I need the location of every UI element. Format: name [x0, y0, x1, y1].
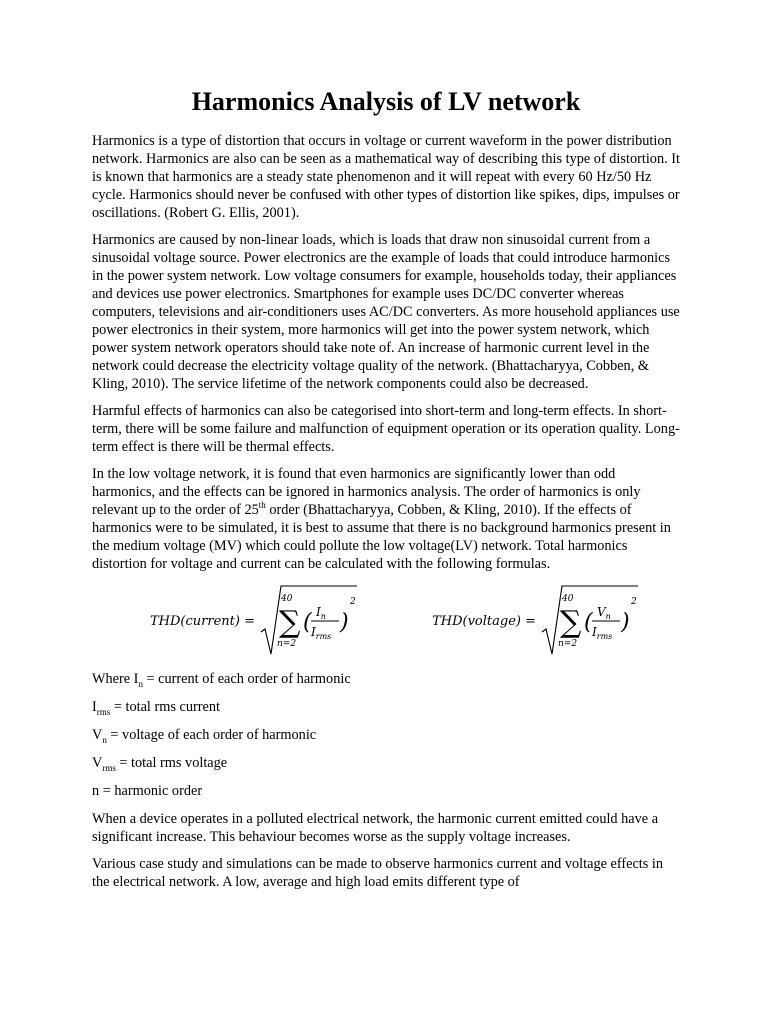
left-paren: (: [584, 610, 593, 635]
sum-symbol: ∑: [278, 605, 301, 640]
definitions-list: [92, 670, 680, 800]
definition-vrms: $V_{rms}$ = total rms voltage: [92, 755, 228, 773]
definition-in: Where $I_n$ = current of each order of harmonic: [92, 671, 351, 689]
superscript-th: th: [258, 500, 266, 511]
denominator: $I_{rms}$: [592, 625, 613, 641]
definition-n: n = harmonic order: [92, 783, 203, 799]
paragraph-lv-text-b: order (Bhattacharyya, Cobben, & Kling, 2010). If the effects of harmonics were to be simulated, it is best to assume that there is no background harmonics present in the medium voltage (MV) which could pollute the low voltage(LV) network. Total harmonics distortion for voltage and current can be calculated with the following formulas.: [92, 502, 671, 572]
sum-upper-limit: 40: [280, 594, 293, 604]
left-paren: (: [302, 610, 312, 635]
sum-lower-limit: n=2: [558, 639, 578, 649]
paragraph-lv-text-a: In the low voltage network, it is found that even harmonics are significantly lower than odd harmonics, and the effects can be ignored in harmonics analysis. The order of harmonics is only relevant up to the order of 25: [92, 466, 641, 518]
sum-symbol: ∑: [560, 605, 582, 640]
denominator: $I_{rms}$: [310, 625, 332, 641]
paragraph-intro: Harmonics is a type of distortion that occurs in voltage or current waveform in the power distribution network. Harmonics are also can be seen as a mathematical way of describing this type of distortion. It is known that harmonics are a steady state phenomenon and it will repeat with every 60 Hz/50 Hz cycle. Harmonics should never be confused with other types of distortion like spikes, dips, impulses or oscillations. (Robert G. Ellis, 2001).: [92, 133, 680, 221]
numerator: $V_n$: [597, 605, 611, 621]
paragraph-lv-network: [92, 465, 680, 573]
thd-voltage-formula: [432, 584, 640, 658]
paragraph-effects: Harmful effects of harmonics can also be categorised into short-term and long-term effects. In short-term, there will be some failure and malfunction of equipment operation or its operation quality. Long-term effect is there will be thermal effects.: [92, 403, 680, 455]
paragraph-causes: Harmonics are caused by non-linear loads, which is loads that draw non sinusoidal current from a sinusoidal voltage source. Power electronics are the example of loads that could introduce harmonics in the power system network. Low voltage consumers for example, households today, their appliances and devices use power electronics. Smartphones for example uses DC/DC converter whereas computers, televisions and air-conditioners uses AC/DC converters. As more household appliances use power electronics in their system, more harmonics will get into the power system network, which power system network operators should take note of. An increase of harmonic current level in the network could decrease the electricity voltage quality of the network. (Bhattacharyya, Cobben, & Kling, 2010). The service lifetime of the network components could also be decreased.: [92, 232, 680, 392]
exponent: 2: [631, 597, 637, 607]
right-paren: ): [339, 610, 349, 635]
formula-row: [92, 582, 680, 660]
page-title: Harmonics Analysis of LV network: [191, 87, 581, 116]
definition-vn: $V_n$ = voltage of each order of harmonic: [92, 727, 317, 745]
sum-upper-limit: 40: [562, 594, 574, 604]
thd-voltage-lhs: THD(voltage) =: [432, 613, 536, 629]
thd-current-lhs: THD(current) =: [150, 613, 255, 629]
thd-current-formula: [150, 584, 359, 658]
thd-current-radical: [259, 584, 359, 658]
thd-voltage-radical: [540, 584, 640, 658]
numerator: $I_n$: [315, 605, 326, 621]
right-paren: ): [621, 610, 630, 635]
definition-irms: $I_{rms}$ = total rms current: [92, 699, 220, 717]
paragraph-case-study: Various case study and simulations can be made to observe harmonics current and voltage effects in the electrical network. A low, average and high load emits different type of: [92, 856, 664, 890]
exponent: 2: [349, 597, 356, 607]
paragraph-polluted-network: When a device operates in a polluted electrical network, the harmonic current emitted could have a significant increase. This behaviour becomes worse as the supply voltage increases.: [92, 811, 659, 845]
sum-lower-limit: n=2: [276, 639, 297, 649]
